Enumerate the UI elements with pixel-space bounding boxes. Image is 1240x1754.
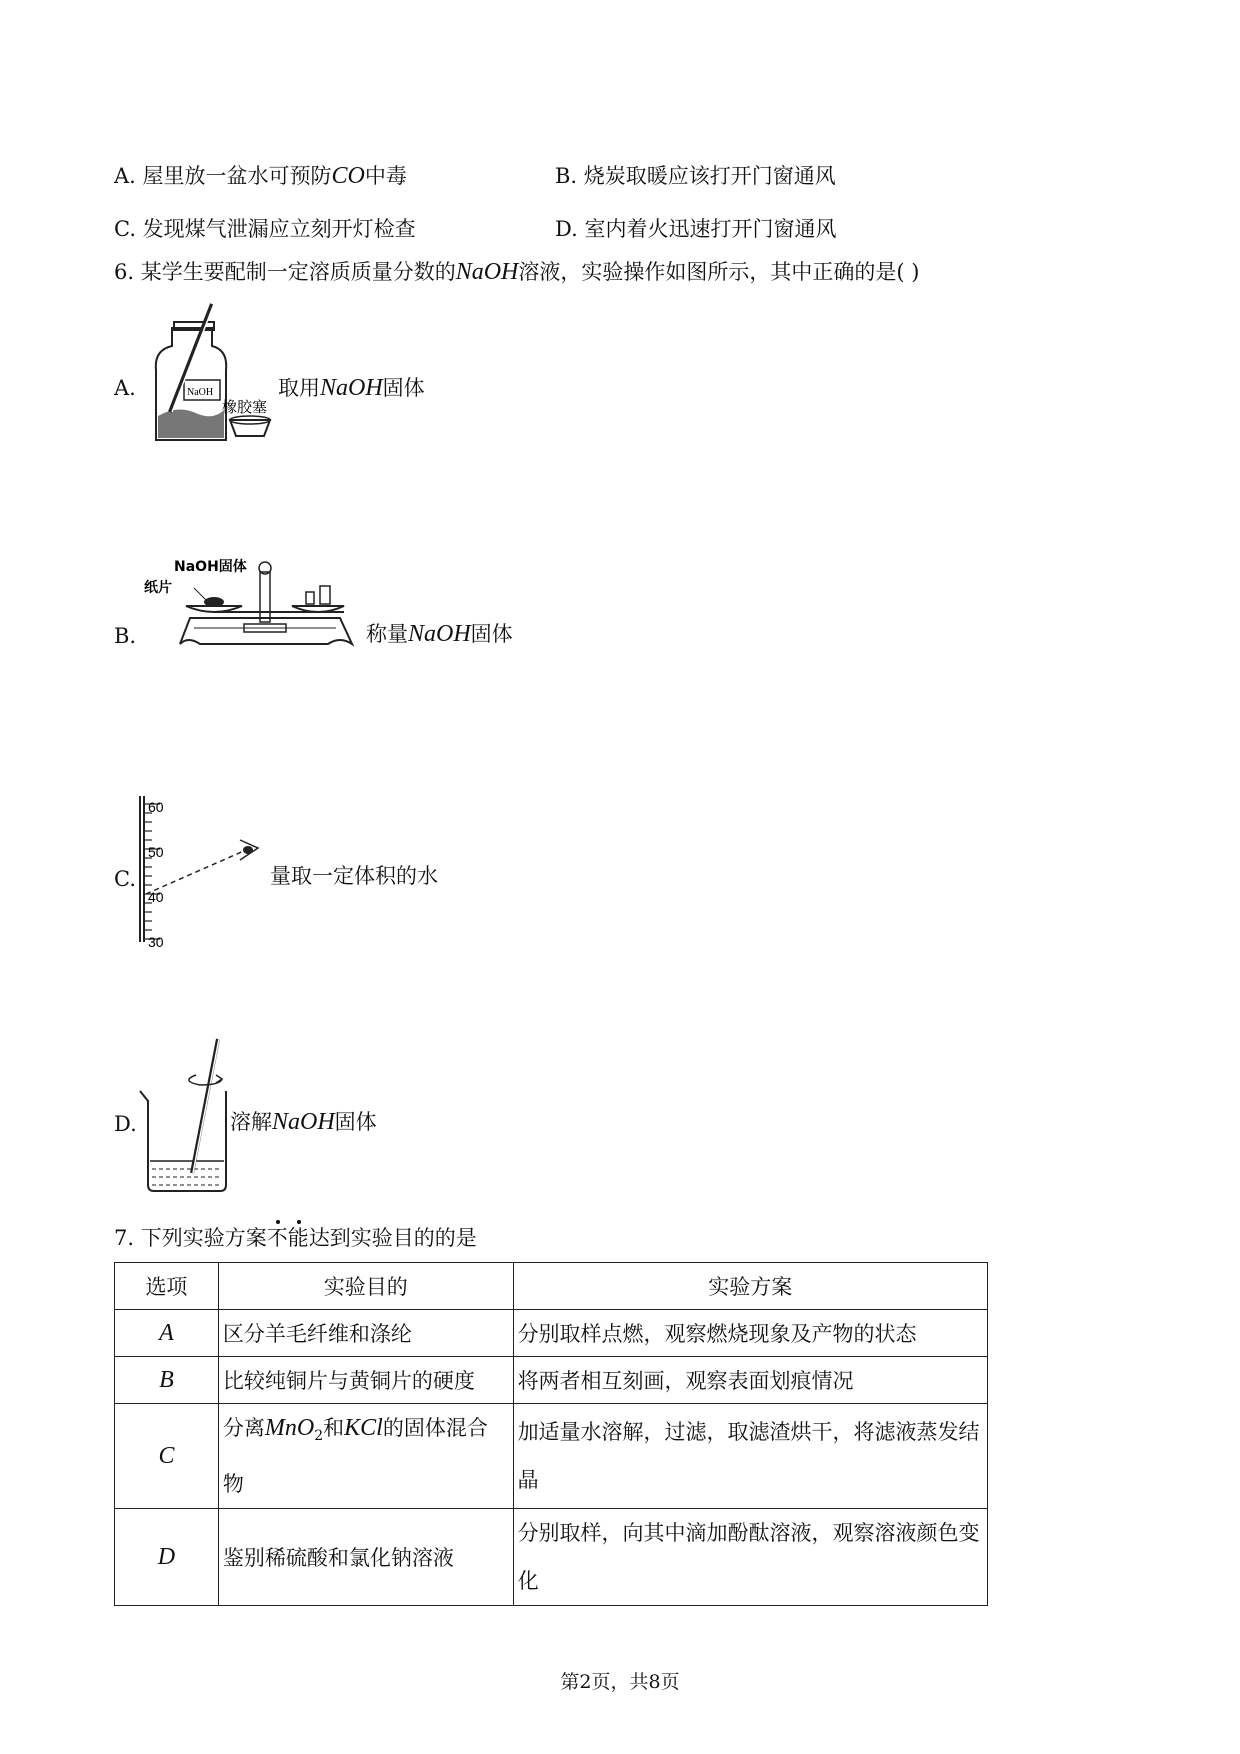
row-plan: 加适量水溶解，过滤，取滤渣烘干，将滤液蒸发结晶 — [513, 1404, 987, 1509]
q6-option-a-caption — [278, 374, 425, 402]
q5-option-a — [114, 162, 407, 190]
row-purpose: 鉴别稀硫酸和氯化钠溶液 — [218, 1509, 513, 1606]
q7-stem — [114, 1224, 477, 1252]
q6-option-c-letter: C. — [114, 867, 136, 891]
balance-solid-label: NaOH固体 — [174, 559, 247, 575]
q5-option-a-text: A. 屋里放一盆水可预防 — [114, 164, 332, 188]
header-plan: 实验方案 — [513, 1263, 987, 1310]
table-row — [115, 1509, 988, 1606]
formula-kcl: KCl — [344, 1415, 383, 1441]
row-plan: 分别取样点燃，观察燃烧现象及产物的状态 — [513, 1310, 987, 1357]
row-purpose — [218, 1404, 513, 1509]
q5-option-b: B. 烧炭取暖应该打开门窗通风 — [555, 164, 836, 188]
row-plan: 分别取样，向其中滴加酚酞溶液，观察溶液颜色变化 — [513, 1509, 987, 1606]
q6-stem-text: 6. 某学生要配制一定溶质质量分数的 — [114, 260, 456, 284]
q5-option-a-text-end: 中毒 — [364, 164, 407, 188]
emphasis-dot — [297, 1220, 301, 1224]
paper-label: 纸片 — [144, 580, 172, 596]
caption-text: 称量 — [366, 622, 408, 646]
table-row — [115, 1357, 988, 1404]
q6-stem — [114, 258, 919, 286]
formula-naoh: NaOH — [408, 621, 471, 647]
tick-label: 50 — [148, 844, 164, 860]
q7-stem-text: 7. 下列实验方案 — [114, 1226, 267, 1250]
formula-naoh: NaOH — [272, 1109, 335, 1135]
row-option: D — [115, 1509, 219, 1606]
purpose-text-mid: 和 — [323, 1416, 345, 1440]
row-purpose: 区分羊毛纤维和涤纶 — [218, 1310, 513, 1357]
formula-mno2: MnO — [264, 1415, 315, 1441]
tick-label: 30 — [148, 934, 164, 950]
bottle-label: NaOH — [187, 387, 214, 398]
table-header-row — [115, 1263, 988, 1310]
caption-text: 取用 — [278, 376, 320, 400]
row-option: B — [115, 1357, 219, 1404]
q6-stem-text-end: 溶液，实验操作如图所示，其中正确的是( ) — [518, 260, 920, 284]
purpose-text-end: 的固体混合物 — [222, 1416, 488, 1497]
formula-naoh: NaOH — [455, 259, 519, 285]
caption-text-end: 固体 — [470, 622, 513, 646]
header-option: 选项 — [115, 1263, 219, 1310]
beaker-figure — [136, 1035, 236, 1195]
page-footer: 第2页，共8页 — [560, 1671, 680, 1693]
tick-label: 40 — [148, 889, 164, 905]
q5-option-c: C. 发现煤气泄漏应立刻开灯检查 — [114, 217, 416, 241]
header-purpose: 实验目的 — [218, 1263, 513, 1310]
q6-option-d-letter: D. — [114, 1112, 137, 1136]
table-row — [115, 1310, 988, 1357]
q5-option-d: D. 室内着火迅速打开门窗通风 — [555, 217, 837, 241]
caption-text-end: 固体 — [334, 1110, 377, 1134]
row-purpose: 比较纯铜片与黄铜片的硬度 — [218, 1357, 513, 1404]
balance-figure — [140, 552, 362, 662]
q6-option-c-caption: 量取一定体积的水 — [270, 864, 438, 888]
formula-subscript: 2 — [314, 1428, 324, 1445]
purpose-text: 分离 — [222, 1416, 265, 1440]
row-plan: 将两者相互刻画，观察表面划痕情况 — [513, 1357, 987, 1404]
q7-table — [114, 1262, 988, 1606]
caption-text-end: 固体 — [382, 376, 425, 400]
table-row — [115, 1404, 988, 1509]
stopper-label: 橡胶塞 — [222, 398, 268, 416]
reagent-bottle-figure — [148, 300, 286, 445]
q6-option-b-caption — [366, 620, 513, 648]
q7-stem-text-end: 达到实验目的的是 — [308, 1226, 477, 1250]
q6-option-a-letter: A. — [114, 376, 136, 400]
tick-label: 60 — [148, 799, 164, 815]
q6-option-b-letter: B. — [114, 624, 137, 648]
emphasis-dot — [276, 1220, 280, 1224]
formula-co: CO — [331, 163, 365, 189]
formula-naoh: NaOH — [320, 375, 383, 401]
row-option: C — [115, 1404, 219, 1509]
caption-text: 溶解 — [230, 1110, 272, 1134]
q6-option-d-caption — [230, 1108, 377, 1136]
emphasis — [267, 1226, 309, 1250]
row-option: A — [115, 1310, 219, 1357]
graduated-cylinder-figure — [134, 790, 274, 950]
q7-stem-emphasis: 不能 — [266, 1226, 309, 1250]
